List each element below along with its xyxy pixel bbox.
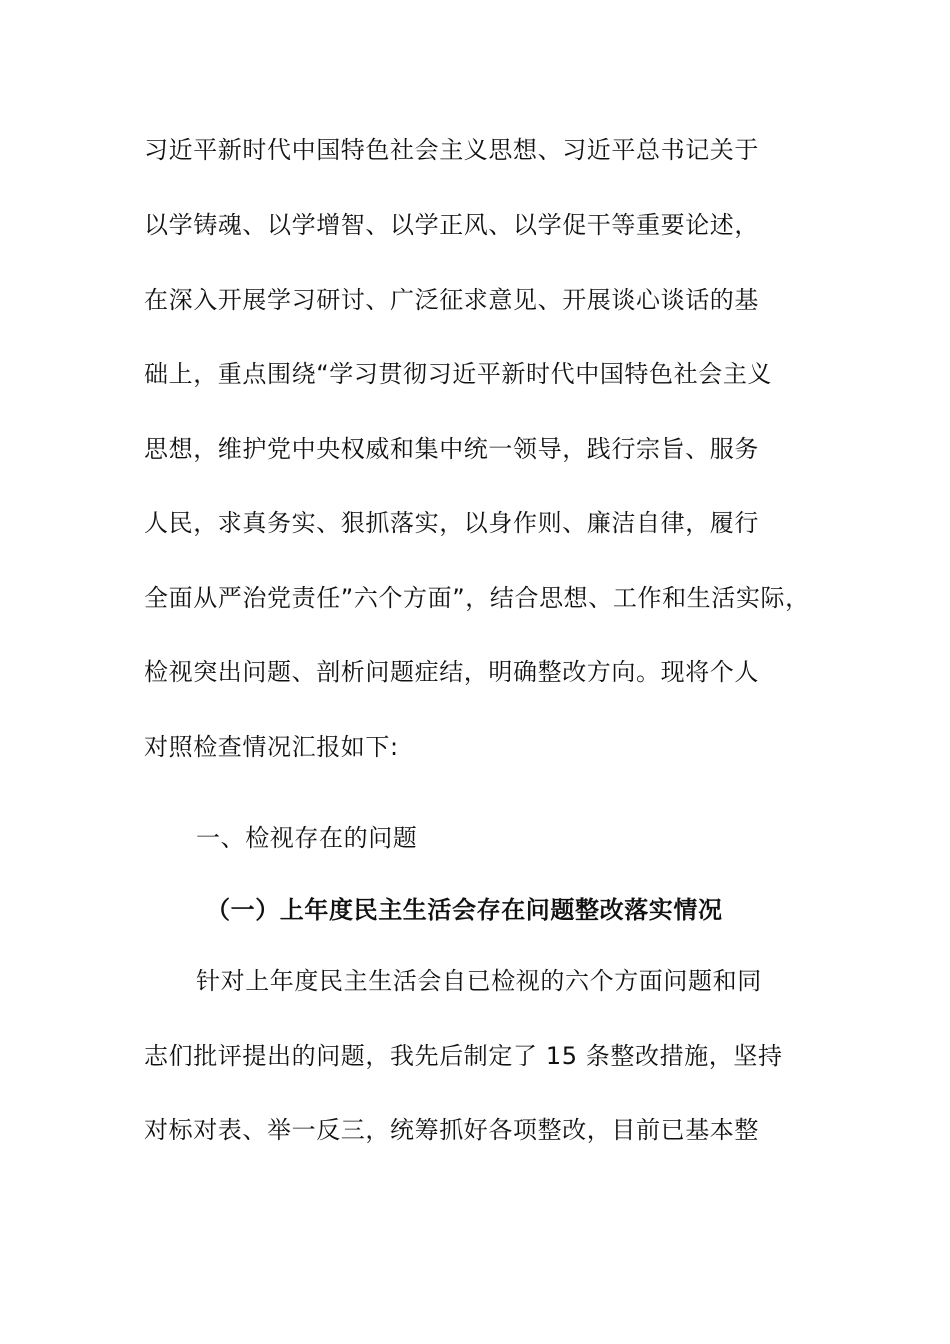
- intro-line-2: 以学铸魂、以学增智、以学正风、以学促干等重要论述，: [144, 211, 759, 239]
- intro-line-8: 检视突出问题、剖析问题症结，明确整改方向。现将个人: [144, 658, 759, 686]
- body-line-1: 针对上年度民主生活会自已检视的六个方面问题和同: [196, 967, 762, 995]
- intro-line-3: 在深入开展学习研讨、广泛征求意见、开展谈心谈话的基: [144, 286, 759, 314]
- section-heading: 一、检视存在的问题: [196, 824, 418, 852]
- intro-line-5: 思想，维护党中央权威和集中统一领导，践行宗旨、服务: [144, 435, 759, 463]
- subsection-heading: （一）上年度民主生活会存在问题整改落实情况: [206, 896, 723, 924]
- body-line-2: 志们批评提出的问题，我先后制定了 15 条整改措施，坚持: [144, 1042, 783, 1070]
- intro-line-4: 础上，重点围绕“学习贯彻习近平新时代中国特色社会主义: [144, 360, 773, 388]
- intro-line-6: 人民，求真务实、狠抓落实，以身作则、廉洁自律，履行: [144, 509, 759, 537]
- intro-line-7: 全面从严治党责任”六个方面”，结合思想、工作和生活实际，: [144, 584, 810, 612]
- body-line-3: 对标对表、举一反三，统筹抓好各项整改，目前已基本整: [144, 1116, 759, 1144]
- intro-line-1: 习近平新时代中国特色社会主义思想、习近平总书记关于: [144, 136, 759, 164]
- intro-line-9: 对照检查情况汇报如下:: [144, 733, 399, 761]
